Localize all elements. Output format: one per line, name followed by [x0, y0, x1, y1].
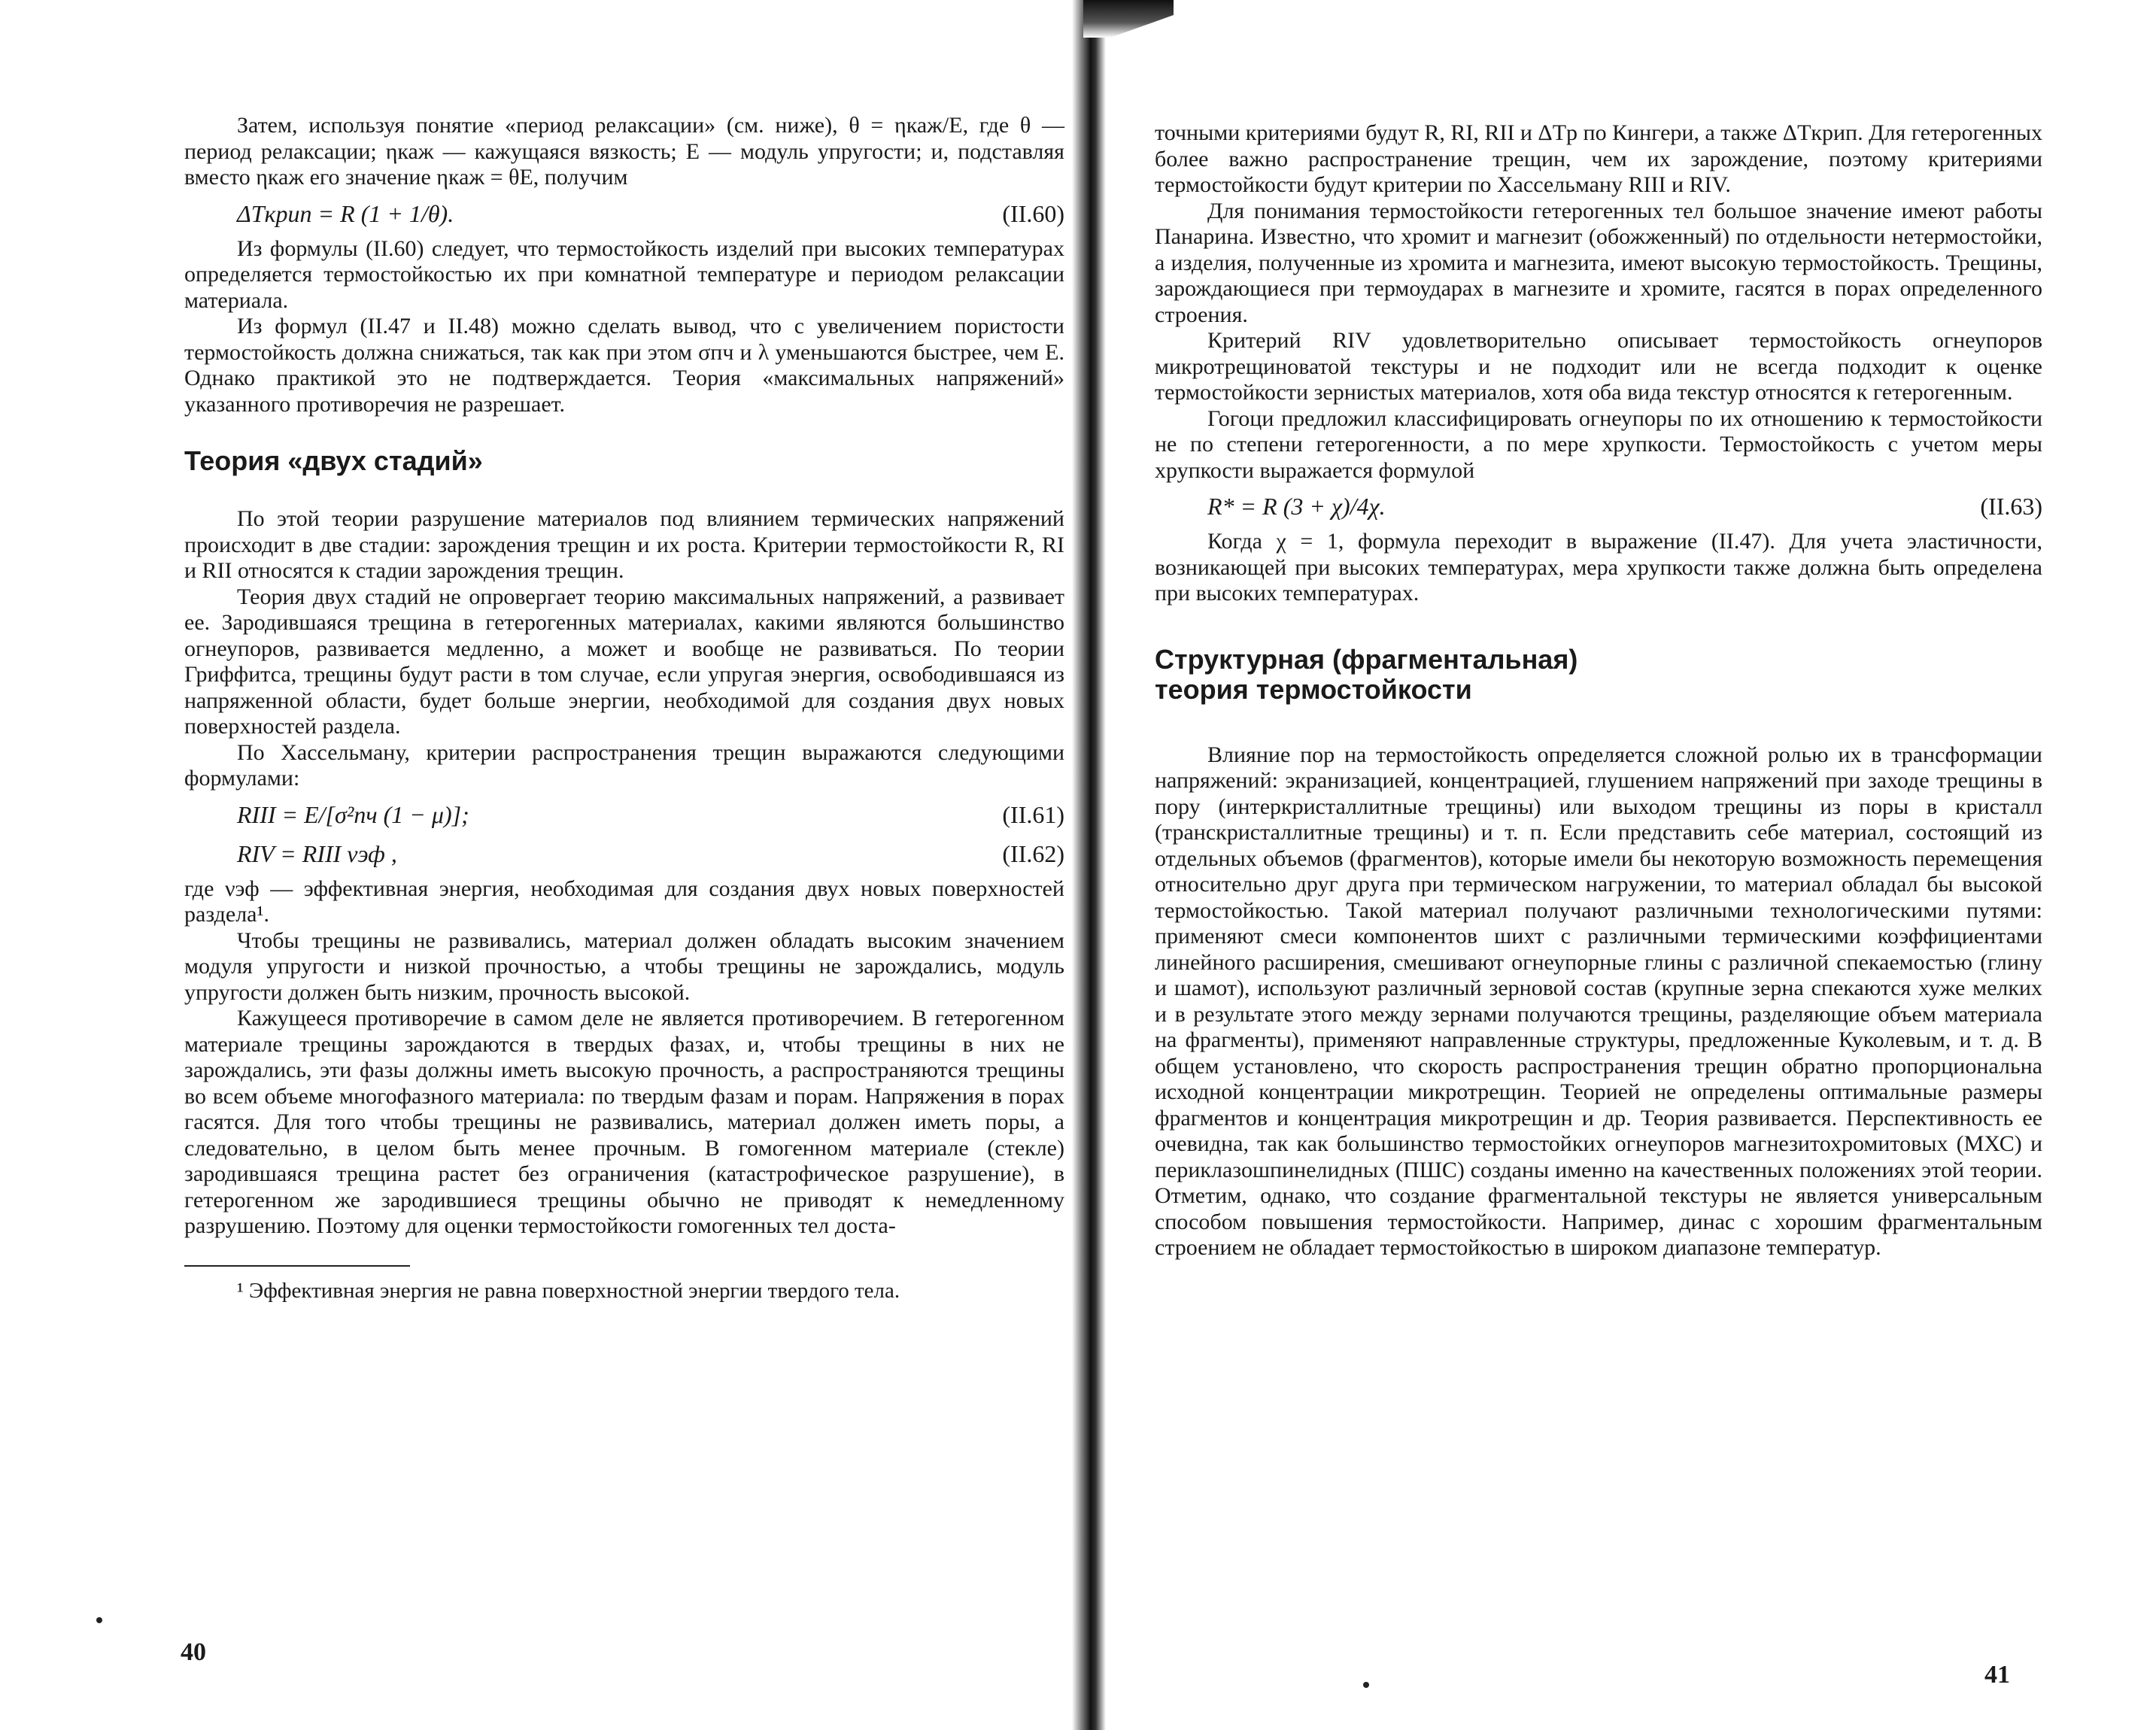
paragraph: Затем, используя понятие «период релаксации» (см. ниже), θ = ηкаж/E, где θ — период релаксации; ηкаж — кажущаяся вязкость; E — модуль упругости; и, подставляя вместо ηкаж его значение ηкаж = θE, получим — [184, 113, 1064, 190]
page-number: 40 — [181, 1638, 206, 1666]
formula-ii-62 — [184, 837, 1064, 870]
scan-speck — [1363, 1682, 1369, 1688]
page-number: 41 — [1984, 1661, 2010, 1689]
section-heading — [1155, 645, 2042, 705]
paragraph: Чтобы трещины не развивались, материал должен обладать высоким значением модуля упругости и низкой прочностью, а чтобы трещины не зарождались, модуль упругости должен быть низким, прочность высокой. — [184, 927, 1064, 1005]
paragraph: где νэф — эффективная энергия, необходимая для создания двух новых поверхностей раздела¹. — [184, 876, 1064, 927]
paragraph: Из формул (II.47 и II.48) можно сделать вывод, что с увеличением пористости термостойкость должна снижаться, так как при этом σпч и λ уменьшаются быстрее, чем E. Однако практикой это не подтверждается. Теория «максимальных напряжений» указанного противоречия не разрешает. — [184, 314, 1064, 417]
formula-number: (II.62) — [1002, 839, 1064, 867]
formula-expression: ΔTкрип = R (1 + 1/θ). — [237, 199, 454, 227]
paragraph: По Хассельману, критерии распространения трещин выражаются следующими формулами: — [184, 739, 1064, 791]
footnote-divider — [184, 1265, 410, 1267]
right-text-column — [1155, 120, 2042, 1261]
paragraph: По этой теории разрушение материалов под влиянием термических напряжений происходит в две стадии: зарождения трещин и их роста. Критерии термостойкости R, RI и RII относятся к стадии зарождения трещин. — [184, 506, 1064, 583]
section-heading: Теория «двух стадий» — [184, 445, 483, 476]
section-heading-line: теория термостойкости — [1155, 673, 1472, 705]
formula-expression: RIV = RIII νэф , — [237, 839, 397, 867]
section-heading-line: Структурная (фрагментальная) — [1155, 643, 1578, 675]
formula-ii-60 — [184, 197, 1064, 230]
formula-expression: R* = R (3 + χ)/4χ. — [1207, 493, 1386, 520]
formula-ii-63 — [1155, 490, 2042, 523]
right-page — [1098, 0, 2156, 1730]
left-text-column — [184, 113, 1064, 1304]
paragraph: Гогоци предложил классифицировать огнеупоры по их отношению к термостойкости не по степени гетерогенности, а по мере хрупкости. Термостойкость с учетом меры хрупкости выражается формулой — [1155, 405, 2042, 483]
paragraph: Из формулы (II.60) следует, что термостойкость изделий при высоких температурах определяется термостойкостью их при комнатной температуре и периодом релаксации материала. — [184, 235, 1064, 313]
scan-speck — [96, 1617, 102, 1623]
paragraph: Критерий RIV удовлетворительно описывает термостойкость огнеупоров микротрещиноватой текстуры и не подходит или не всегда подходит к оценке термостойкости зернистых материалов, хотя оба вида текстур относятся к гетерогенным. — [1155, 328, 2042, 405]
paragraph: Кажущееся противоречие в самом деле не является противоречием. В гетерогенном материале трещины зарождаются в твердых фазах, и, чтобы трещины в них не зарождались, эти фазы должны иметь высокую прочность, а распространяются трещины во всем объеме многофазного материала: по твердым фазам и порам. Напряжения в порах гасятся. Для того чтобы трещины не развивались, материал должен иметь поры, а следовательно, в целом быть менее прочным. В гомогенном материале (стекле) зародившаяся трещина растет без ограничения (катастрофическое разрушение), в гетерогенном же зародившиеся трещины обычно не приводят к немедленному разрушению. Поэтому для оценки термостойкости гомогенных тел доста- — [184, 1006, 1064, 1238]
formula-ii-61 — [184, 798, 1064, 831]
formula-number: (II.63) — [1980, 493, 2042, 520]
formula-number: (II.60) — [1002, 199, 1064, 227]
paragraph: Влияние пор на термостойкость определяется сложной ролью их в трансформации напряжений: экранизацией, концентрацией, глушением напряжений при заходе трещины в пору (интеркристаллитные трещины) или выходом трещины из поры в кристалл (транскристаллитные трещины) и т. п. Если представить себе материал, состоящий из отдельных объемов (фрагментов), которые имели бы некоторую возможность перемещения относительно друг друга при термическом нагружении, то материал обладал бы высокой термостойкостью. Такой материал получают различными технологическими путями: применяют смеси компонентов шихт с различными термическими коэффициентами линейного расширения, смешивают огнеупорные глины с различной спекаемостью (глину и шамот), используют различный зерновой состав (крупные зерна спекаются хуже мелких и в результате этого между зернами получаются трещины, разделяющие объем материала на фрагменты), применяют направленные структуры, предложенные Куколевым, и т. д. В общем установлено, что скорость распространения трещин обратно пропорциональна исходной концентрации микротрещин. Теорией не определены оптимальные размеры фрагментов и концентрация микротрещин и др. Теория развивается. Перспективность ее очевидна, так как большинство термостойких огнеупоров магнезитохромитовых (МХС) и периклазошпинелидных (ПШС) созданы именно на качественных положениях этой теории. Отметим, однако, что создание фрагментальной текстуры не является универсальным способом повышения термостойкости. Например, динас с хорошим фрагментальным строением не обладает термостойкостью в широком диапазоне температур. — [1155, 742, 2042, 1260]
footnote: ¹ Эффективная энергия не равна поверхностной энергии твердого тела. — [237, 1278, 900, 1303]
paragraph: Теория двух стадий не опровергает теорию максимальных напряжений, а развивает ее. Зародившаяся трещина в гетерогенных материалах, какими являются большинство огнеупоров, развивается медленно, а может и вообще не развиваться. По теории Гриффитса, трещины будут расти в том случае, если упругая энергия, освободившаяся из напряженной области, будет больше энергии, необходимой для создания двух новых поверхностей раздела. — [184, 584, 1064, 739]
formula-number: (II.61) — [1002, 800, 1064, 828]
paragraph: Когда χ = 1, формула переходит в выражение (II.47). Для учета эластичности, возникающей при высоких температурах, мера хрупкости также должна быть определена при высоких температурах. — [1155, 529, 2042, 606]
left-page — [0, 0, 1076, 1730]
paragraph: точными критериями будут R, RI, RII и ΔTp по Кингери, а также ΔTкрип. Для гетерогенных более важно распространение трещин, чем их зарождение, поэтому критериями термостойкости будут критерии по Хассельману RIII и RIV. — [1155, 120, 2042, 197]
paragraph: Для понимания термостойкости гетерогенных тел большое значение имеют работы Панарина. Известно, что хромит и магнезит (обожженный) по отдельности нетермостойки, а изделия, полученные из хромита и магнезита, имеют высокую термостойкость. Трещины, зарождающиеся при термоударах в магнезите и хромите, гасятся в порах определенного строения. — [1155, 198, 2042, 327]
formula-expression: RIII = E/[σ²пч (1 − μ)]; — [237, 800, 469, 828]
